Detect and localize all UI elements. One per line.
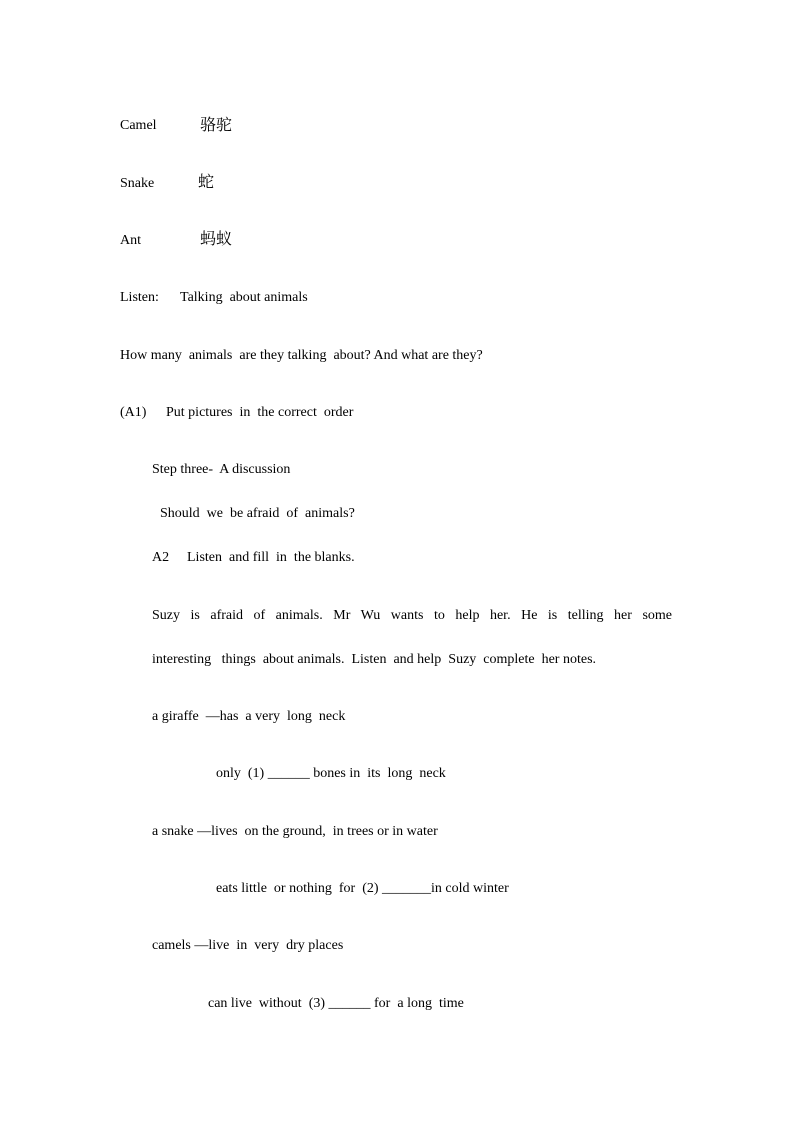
a2-label: A2	[152, 550, 170, 565]
intro-paragraph-line-1: Suzy is afraid of animals. Mr Wu wants to help her. He is telling her some	[152, 608, 672, 623]
vocab-meaning-camel: 骆驼	[200, 115, 233, 134]
a1-text: Put pictures in the correct order	[166, 405, 354, 420]
vocab-meaning-ant: 蚂蚁	[200, 229, 233, 248]
note-snake: a snake —lives on the ground, in trees or in water	[152, 824, 438, 839]
step-three-heading: Step three- A discussion	[152, 462, 291, 477]
note-giraffe-blank-1: only (1) ______ bones in its long neck	[216, 766, 446, 781]
a1-label: (A1)	[120, 405, 147, 420]
vocab-word-ant: Ant	[120, 233, 141, 248]
intro-paragraph-line-2: interesting things about animals. Listen and help Suzy complete her notes.	[152, 652, 597, 667]
note-giraffe: a giraffe —has a very long neck	[152, 709, 346, 724]
a2-text: Listen and fill in the blanks.	[187, 550, 355, 565]
listen-topic: Talking about animals	[180, 290, 308, 305]
note-camels-blank-3: can live without (3) ______ for a long time	[208, 996, 464, 1011]
vocab-word-snake: Snake	[120, 176, 155, 191]
note-snake-blank-2: eats little or nothing for (2) _______in cold winter	[216, 881, 509, 896]
note-camels: camels —live in very dry places	[152, 938, 344, 953]
listen-label: Listen:	[120, 290, 159, 305]
question-text: How many animals are they talking about? And what are they?	[120, 348, 483, 363]
vocab-meaning-snake: 蛇	[198, 172, 215, 191]
discussion-question: Should we be afraid of animals?	[160, 506, 355, 521]
vocab-word-camel: Camel	[120, 118, 157, 133]
